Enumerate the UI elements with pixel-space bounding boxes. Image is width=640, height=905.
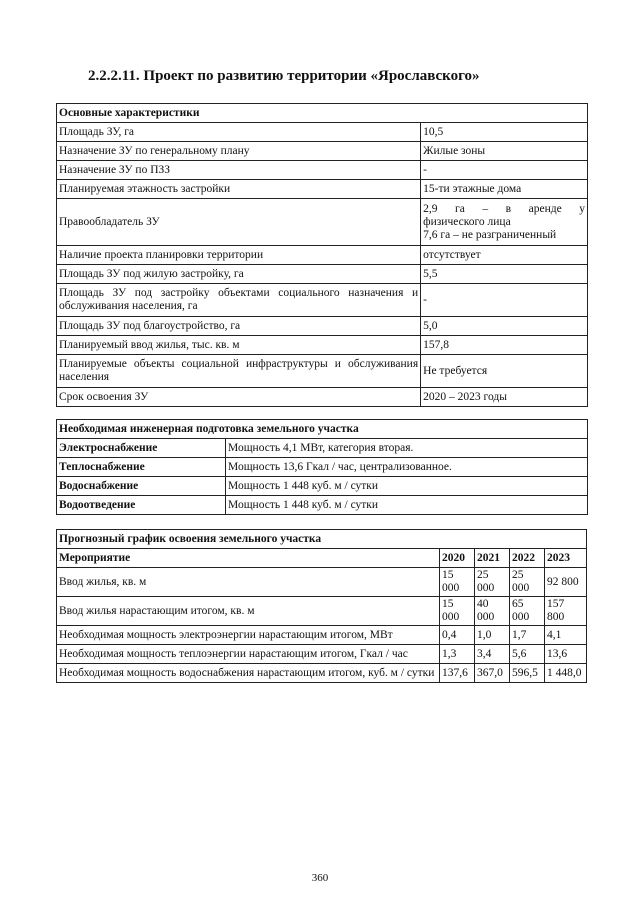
- cell-value: 15 000: [440, 597, 475, 626]
- cell-value: 25 000: [475, 568, 510, 597]
- row-value: отсутствует: [421, 246, 588, 265]
- row-label: Назначение ЗУ по генеральному плану: [57, 142, 421, 161]
- row-label: Планируемые объекты социальной инфраструктуры и обслуживания населения: [57, 355, 421, 388]
- page-number: 360: [311, 872, 329, 884]
- row-label: Планируемая этажность застройки: [57, 180, 421, 199]
- main-characteristics-table: [56, 103, 588, 407]
- row-value: Не требуется: [421, 355, 588, 388]
- cell-value: 1,7: [510, 626, 545, 645]
- row-label: Назначение ЗУ по ПЗЗ: [57, 161, 421, 180]
- cell-value: 3,4: [475, 645, 510, 664]
- column-header: 2022: [510, 549, 545, 568]
- table-row: [57, 439, 588, 458]
- table-row: [57, 180, 588, 199]
- owner-line-3: 7,6 га – не разграниченный: [423, 228, 557, 241]
- row-label: Площадь ЗУ под жилую застройку, га: [57, 265, 421, 284]
- owner-line-1: 2,9 га – в аренде у: [423, 202, 585, 215]
- cell-value: 4,1: [545, 626, 587, 645]
- owner-line-2: физического лица: [423, 215, 511, 228]
- row-value: 10,5: [421, 123, 588, 142]
- table-row: [57, 246, 588, 265]
- row-label: Ввод жилья, кв. м: [57, 568, 440, 597]
- cell-value: 15 000: [440, 568, 475, 597]
- row-label: Наличие проекта планировки территории: [57, 246, 421, 265]
- cell-value: 5,6: [510, 645, 545, 664]
- table-row: [57, 664, 587, 683]
- row-value: Жилые зоны: [421, 142, 588, 161]
- row-label: Площадь ЗУ под застройку объектами социального назначения и обслуживания населения, га: [57, 284, 421, 317]
- table-header: Необходимая инженерная подготовка земельного участка: [57, 420, 588, 439]
- table-row: [57, 458, 588, 477]
- row-label: Планируемый ввод жилья, тыс. кв. м: [57, 336, 421, 355]
- cell-value: 137,6: [440, 664, 475, 683]
- row-label: Водоснабжение: [57, 477, 226, 496]
- row-label: Правообладатель ЗУ: [57, 199, 421, 246]
- row-value: 157,8: [421, 336, 588, 355]
- row-value: [421, 199, 588, 246]
- row-label: Водоотведение: [57, 496, 226, 515]
- cell-value: 1,3: [440, 645, 475, 664]
- table-header-row: [57, 420, 588, 439]
- row-label: Необходимая мощность теплоэнергии нарастающим итогом, Гкал / час: [57, 645, 440, 664]
- column-header: 2023: [545, 549, 587, 568]
- column-header: 2021: [475, 549, 510, 568]
- row-label: Необходимая мощность электроэнергии нарастающим итогом, МВт: [57, 626, 440, 645]
- cell-value: 367,0: [475, 664, 510, 683]
- table-row: [57, 355, 588, 388]
- row-label: Ввод жилья нарастающим итогом, кв. м: [57, 597, 440, 626]
- cell-value: 13,6: [545, 645, 587, 664]
- row-value: Мощность 1 448 куб. м / сутки: [226, 477, 588, 496]
- table-header: Основные характеристики: [57, 104, 588, 123]
- cell-value: 157 800: [545, 597, 587, 626]
- table-row: [57, 142, 588, 161]
- table-row: [57, 477, 588, 496]
- cell-value: 65 000: [510, 597, 545, 626]
- table-header-row: [57, 530, 587, 549]
- row-label: Необходимая мощность водоснабжения нарастающим итогом, куб. м / сутки: [57, 664, 440, 683]
- cell-value: 40 000: [475, 597, 510, 626]
- page-title: 2.2.2.11. Проект по развитию территории «Ярославского»: [88, 68, 480, 84]
- table-row: [57, 597, 587, 626]
- cell-value: 1,0: [475, 626, 510, 645]
- table-row: [57, 336, 588, 355]
- table-header: Прогнозный график освоения земельного участка: [57, 530, 587, 549]
- table-row: [57, 161, 588, 180]
- table-row: [57, 265, 588, 284]
- table-row: [57, 645, 587, 664]
- table-header-row: [57, 104, 588, 123]
- row-value: 2020 – 2023 годы: [421, 388, 588, 407]
- cell-value: 0,4: [440, 626, 475, 645]
- cell-value: 92 800: [545, 568, 587, 597]
- row-value: Мощность 4,1 МВт, категория вторая.: [226, 439, 588, 458]
- column-header-row: [57, 549, 587, 568]
- row-value: -: [421, 284, 588, 317]
- row-value: 5,5: [421, 265, 588, 284]
- table-row: [57, 388, 588, 407]
- row-value: 15-ти этажные дома: [421, 180, 588, 199]
- column-header: Мероприятие: [57, 549, 440, 568]
- table-row: [57, 199, 588, 246]
- row-label: Площадь ЗУ, га: [57, 123, 421, 142]
- row-value: Мощность 13,6 Гкал / час, централизованное.: [226, 458, 588, 477]
- table-row: [57, 568, 587, 597]
- table-row: [57, 123, 588, 142]
- cell-value: 1 448,0: [545, 664, 587, 683]
- row-value: Мощность 1 448 куб. м / сутки: [226, 496, 588, 515]
- cell-value: 25 000: [510, 568, 545, 597]
- cell-value: 596,5: [510, 664, 545, 683]
- table-row: [57, 626, 587, 645]
- table-row: [57, 317, 588, 336]
- row-label: Срок освоения ЗУ: [57, 388, 421, 407]
- table-row: [57, 496, 588, 515]
- engineering-table: [56, 419, 588, 515]
- row-label: Теплоснабжение: [57, 458, 226, 477]
- schedule-table: [56, 529, 587, 683]
- row-label: Электроснабжение: [57, 439, 226, 458]
- row-label: Площадь ЗУ под благоустройство, га: [57, 317, 421, 336]
- column-header: 2020: [440, 549, 475, 568]
- table-row: [57, 284, 588, 317]
- row-value: 5,0: [421, 317, 588, 336]
- row-value: -: [421, 161, 588, 180]
